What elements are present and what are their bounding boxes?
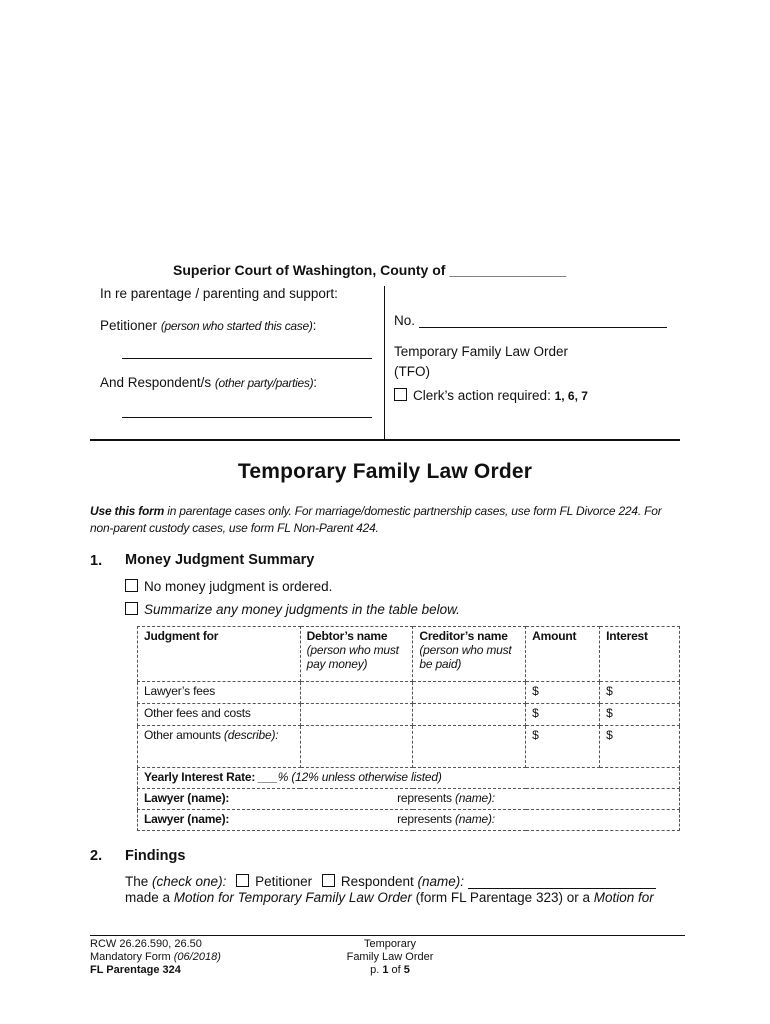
petitioner-row: Petitioner (person who started this case):: [100, 318, 317, 333]
debtor-cell[interactable]: [300, 704, 413, 726]
no-judgment-checkbox[interactable]: [125, 579, 138, 592]
form-title: Temporary Family Law Order: [237, 460, 533, 483]
interest-rate-label: Yearly Interest Rate:: [144, 770, 256, 784]
interest-cell[interactable]: $: [600, 726, 680, 768]
clerk-action-row: [394, 388, 588, 403]
petitioner-option: Petitioner: [255, 874, 313, 889]
creditor-cell[interactable]: [413, 682, 526, 704]
lawyer-row: [138, 810, 680, 831]
document-title-block: [394, 342, 568, 382]
header-creditor: Creditor’s name (person who must be paid): [413, 627, 526, 682]
footer-center: [310, 938, 470, 977]
respondent-checkbox[interactable]: [322, 874, 335, 887]
findings-motion-name: Motion for Temporary Family Law Order: [173, 890, 412, 905]
represents-label: represents: [397, 812, 452, 826]
court-heading: Superior Court of Washington, County of _______________: [173, 262, 567, 278]
header-debtor: Debtor’s name (person who must pay money): [300, 627, 413, 682]
table-row: [138, 682, 680, 704]
clerk-action-sections: 1, 6, 7: [554, 389, 588, 403]
instructions-text: in parentage cases only. For marriage/domestic partnership cases, use form FL Divorce 224. For non-parent custody cases, use form FL Non-Parent 424.: [90, 504, 662, 535]
findings-name-field[interactable]: [468, 874, 656, 889]
in-re-label: In re parentage / parenting and support:: [100, 286, 338, 301]
row-label-hint: (describe):: [223, 728, 279, 742]
section-2-title: Findings: [125, 848, 186, 864]
table-row: [138, 704, 680, 726]
lawyer-label: Lawyer (name):: [144, 791, 230, 805]
caption-bottom-rule: [90, 439, 680, 441]
petitioner-hint: (person who started this case): [160, 319, 313, 333]
findings-name-hint: (name):: [417, 874, 464, 889]
footer-mandatory: Mandatory Form (06/2018): [90, 951, 221, 963]
amount-cell[interactable]: $: [526, 682, 600, 704]
case-number-field[interactable]: [419, 313, 667, 328]
lawyer-label: Lawyer (name):: [144, 812, 230, 826]
respondent-hint: (other party/parties): [214, 376, 314, 390]
row-label: Other fees and costs: [138, 704, 301, 726]
footer-center-line1: Temporary: [364, 938, 416, 950]
represents-hint: (name):: [454, 812, 495, 826]
amount-cell[interactable]: $: [526, 704, 600, 726]
case-number-label: No.: [394, 313, 416, 328]
clerk-action-label: Clerk’s action required:: [413, 388, 551, 403]
interest-cell[interactable]: $: [600, 682, 680, 704]
header-debtor-hint: (person who must pay money): [306, 643, 399, 671]
lawyer-row: [138, 789, 680, 810]
table-row: [138, 726, 680, 768]
respondent-row: And Respondent/s (other party/parties):: [100, 375, 318, 390]
document-title-line2: (TFO): [394, 364, 430, 379]
row-label: Lawyer’s fees: [138, 682, 301, 704]
findings-prefix: The: [125, 874, 149, 889]
footer-page: p. 1 of 5: [370, 964, 410, 976]
header-amount: Amount: [526, 627, 600, 682]
footer-form-id: FL Parentage 324: [90, 964, 181, 976]
interest-rate-row: [138, 768, 680, 789]
money-judgment-table: [137, 626, 680, 831]
represents-label: represents: [397, 791, 452, 805]
petitioner-name-line[interactable]: [122, 358, 372, 359]
case-number-row: [394, 313, 667, 328]
amount-cell[interactable]: $: [526, 726, 600, 768]
debtor-cell[interactable]: [300, 682, 413, 704]
footer-rcw: RCW 26.26.590, 26.50: [90, 938, 202, 950]
section-1-title: Money Judgment Summary: [125, 552, 315, 568]
caption-divider: [384, 286, 385, 440]
petitioner-label: Petitioner: [100, 318, 158, 333]
section-1-heading: [90, 552, 102, 570]
creditor-cell[interactable]: [413, 704, 526, 726]
interest-rate-text[interactable]: ___% (12% unless otherwise listed): [258, 770, 442, 784]
form-instructions: [90, 503, 680, 537]
header-judgment-for: Judgment for: [138, 627, 301, 682]
findings-line2-end: Motion for: [593, 890, 654, 905]
respondent-label: And Respondent/s: [100, 375, 212, 390]
respondent-name-line[interactable]: [122, 417, 372, 418]
findings-line2-prefix: made a: [125, 890, 171, 905]
instructions-lead: Use this form: [90, 504, 165, 518]
row-label: Other amounts (describe):: [138, 726, 301, 768]
section-1-number: 1.: [90, 553, 103, 569]
clerk-action-checkbox[interactable]: [394, 388, 407, 401]
findings-line-2: [125, 890, 654, 905]
no-judgment-option: [125, 579, 332, 594]
footer-mandatory-date: (06/2018): [173, 951, 221, 963]
creditor-cell[interactable]: [413, 726, 526, 768]
footer-center-line2: Family Law Order: [346, 951, 434, 963]
petitioner-checkbox[interactable]: [236, 874, 249, 887]
section-2-number: 2.: [90, 848, 103, 864]
footer-left: [90, 938, 221, 977]
findings-line-1: [125, 874, 656, 889]
table-header-row: [138, 627, 680, 682]
caption-parties: [100, 286, 380, 390]
header-creditor-hint: (person who must be paid): [419, 643, 512, 671]
respondent-option: Respondent: [340, 874, 414, 889]
debtor-cell[interactable]: [300, 726, 413, 768]
findings-check-hint: (check one):: [152, 874, 227, 889]
no-judgment-label: No money judgment is ordered.: [144, 579, 333, 594]
footer-page-total: 5: [403, 964, 410, 976]
summarize-judgment-label: Summarize any money judgments in the table below.: [144, 602, 460, 617]
footer-page-number: 1: [382, 964, 389, 976]
represents-hint: (name):: [454, 791, 495, 805]
findings-line2-mid: (form FL Parentage 323) or a: [415, 890, 590, 905]
summarize-judgment-checkbox[interactable]: [125, 602, 138, 615]
interest-cell[interactable]: $: [600, 704, 680, 726]
document-title-line1: Temporary Family Law Order: [394, 344, 569, 359]
header-interest: Interest: [600, 627, 680, 682]
footer-rule: [90, 935, 685, 936]
summarize-judgment-option: [125, 602, 460, 617]
